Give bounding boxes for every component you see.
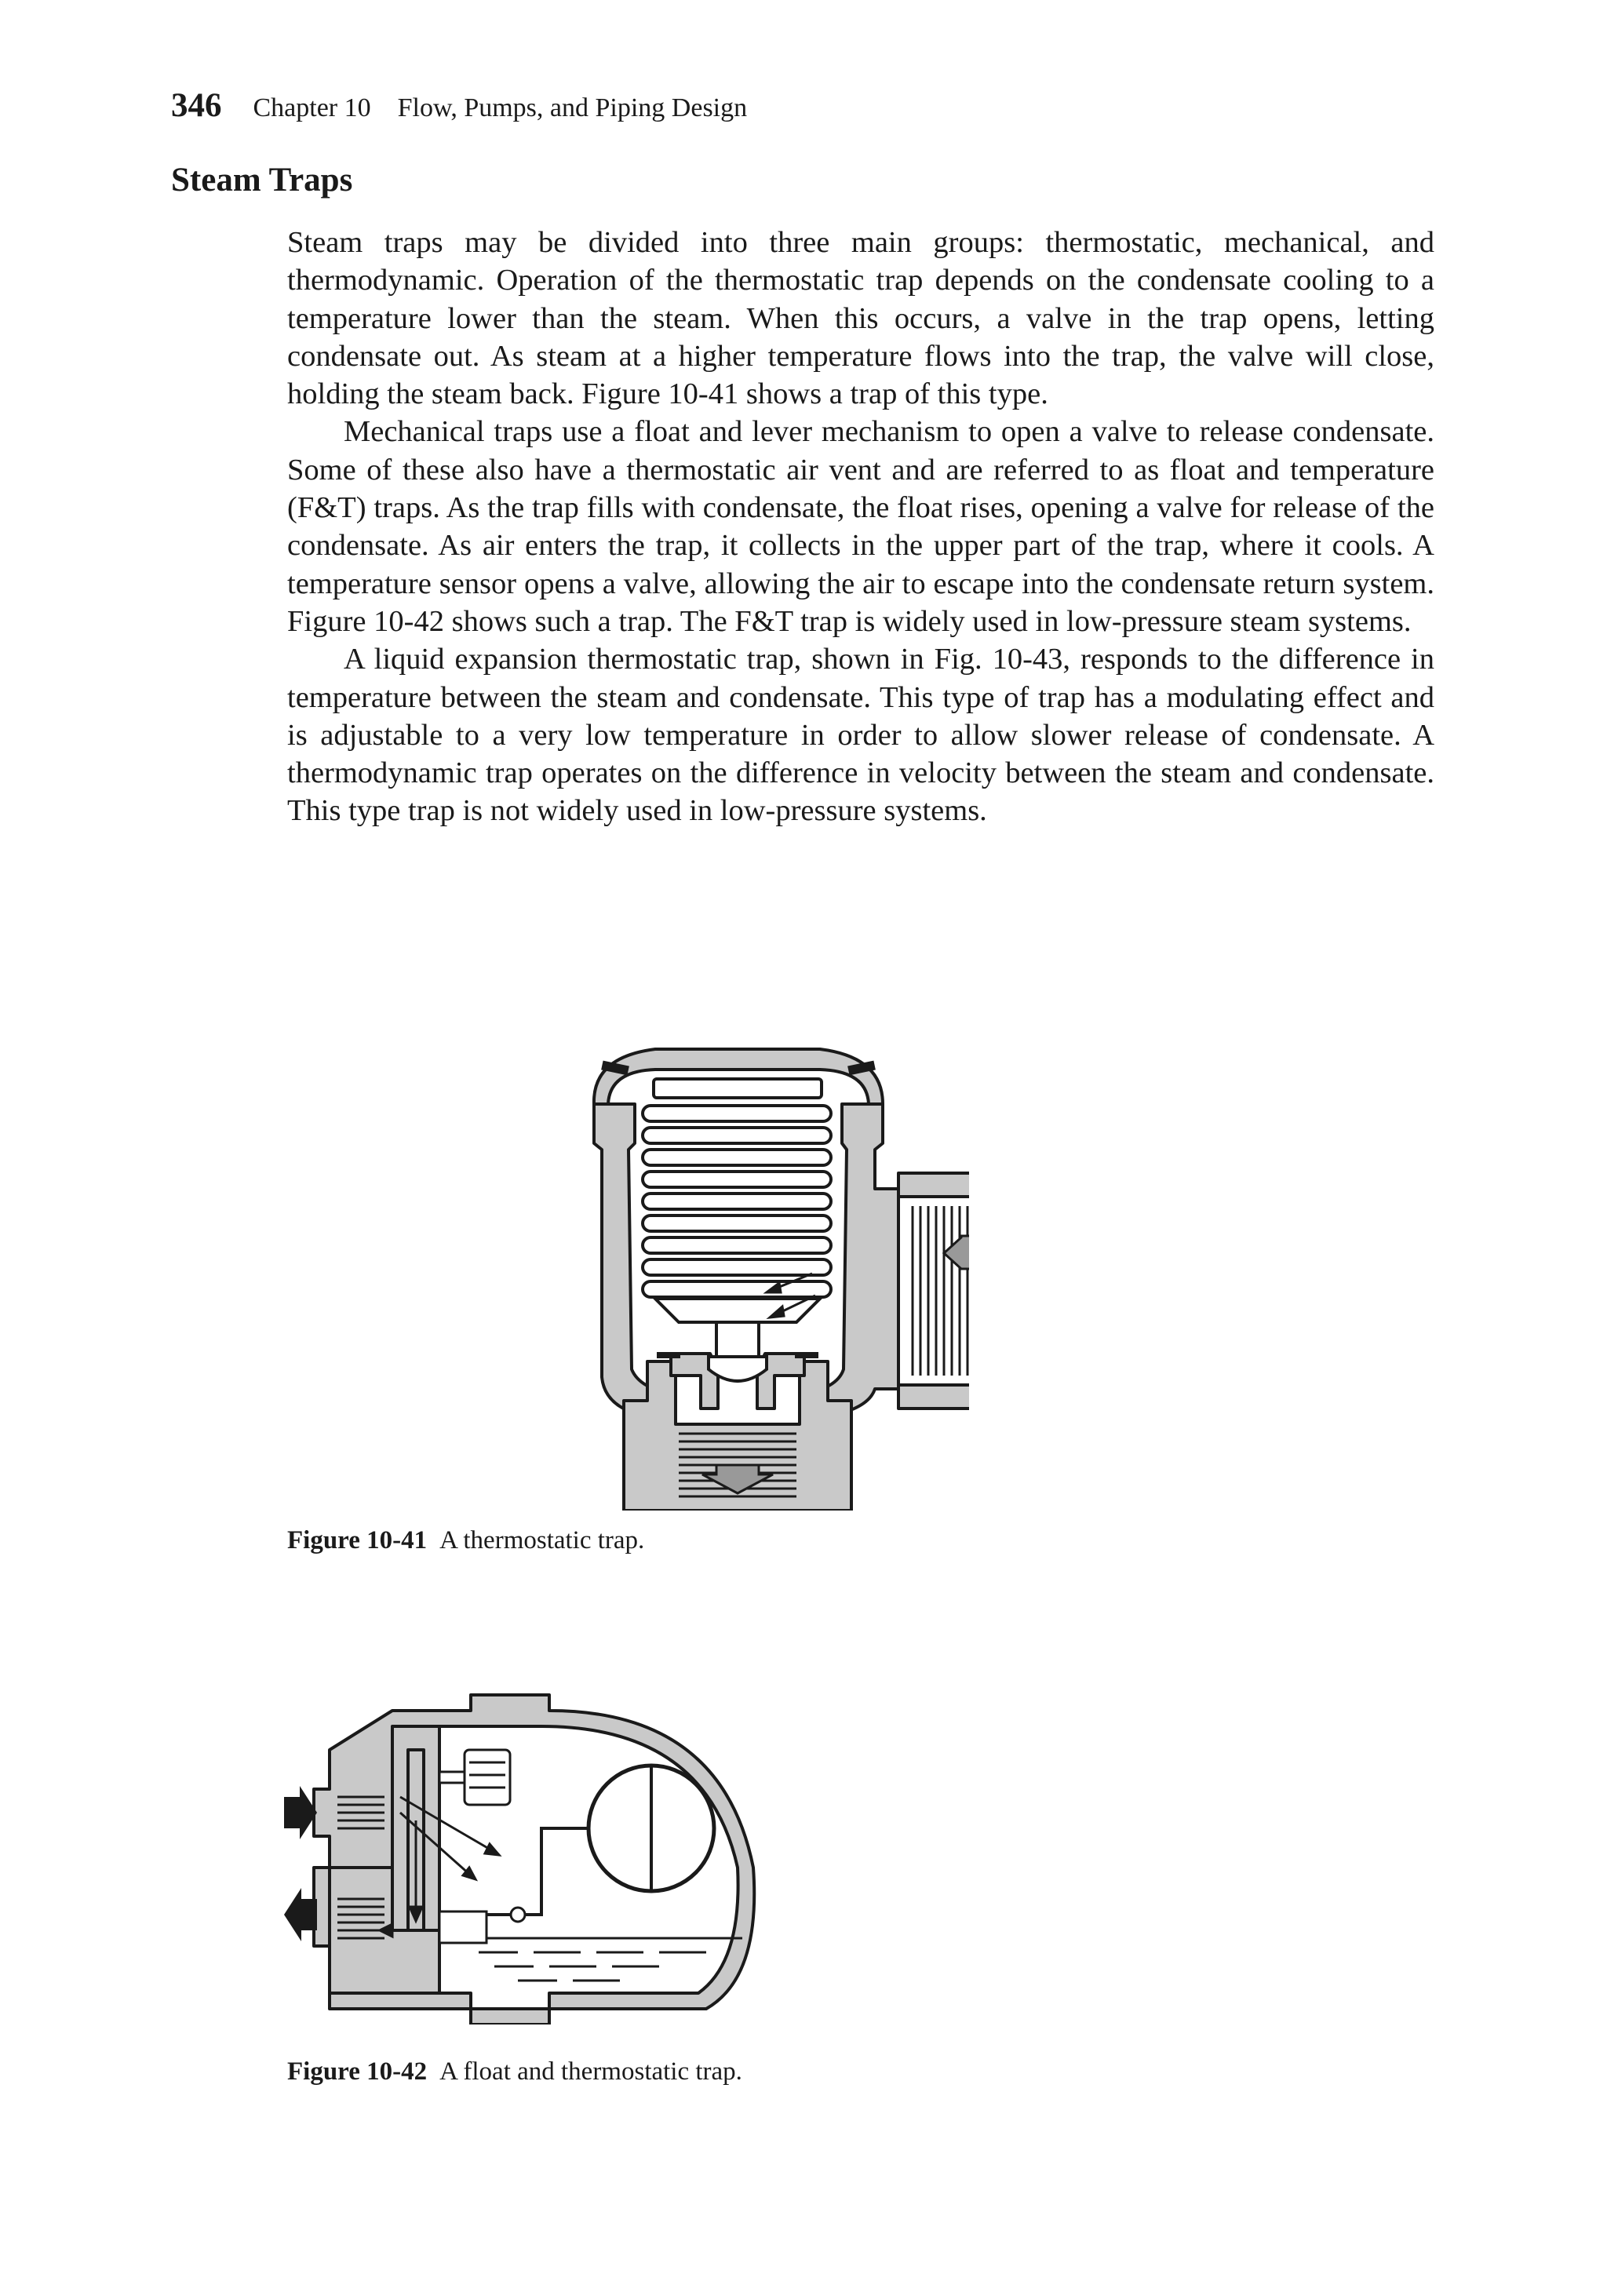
page-number: 346 bbox=[171, 87, 222, 124]
paragraph: Mechanical traps use a float and lever mechanism to open a valve to release condensate. Some of these also have a thermostatic air vent and are referred to as float and temperature (F&T) traps. As the trap fills with condensate, the float rises, opening a valve for release of the condensate. As air enters the trap, it collects in the upper part of the trap, where it cools. A temperature sensor opens a valve, allowing the air to escape into the condensate return system. Figure 10-42 shows such a trap. The F&T trap is widely used in low-pressure steam systems. bbox=[287, 415, 1434, 638]
figure-caption bbox=[287, 2057, 742, 2086]
paragraph: A liquid expansion thermostatic trap, shown in Fig. 10-43, responds to the difference in temperature between the steam and condensate. This type of trap has a modulating effect and is adjustable to a very low temperature in order to allow slower release of condensate. A thermodynamic trap operates on the difference in velocity between the steam and condensate. This type trap is not widely used in low-pressure systems. bbox=[287, 643, 1434, 828]
section-heading: Steam Traps bbox=[171, 162, 353, 199]
chapter-title: Chapter 10 Flow, Pumps, and Piping Design bbox=[253, 93, 748, 122]
figure-label: Figure 10-42 bbox=[287, 2057, 428, 2086]
float-thermostatic-trap-figure bbox=[282, 1679, 785, 2024]
thermostatic-trap-figure bbox=[561, 1040, 969, 1511]
float-thermostatic-trap-drawing bbox=[282, 1679, 785, 2024]
thermostatic-trap-drawing bbox=[561, 1040, 969, 1511]
paragraph: Steam traps may be divided into three main groups: thermostatic, mechanical, and thermodynamic. Operation of the thermostatic trap depends on the condensate cooling to a temperature lower than the steam. When this occurs, a valve in the trap opens, letting condensate out. As steam at a higher temperature flows into the trap, the valve will close, holding the steam back. Figure 10-41 shows a trap of this type. bbox=[287, 226, 1434, 411]
figure-caption-text: A thermostatic trap. bbox=[439, 1526, 645, 1554]
figure-caption-text: A float and thermostatic trap. bbox=[439, 2057, 742, 2086]
figure-caption bbox=[287, 1526, 644, 1555]
running-head bbox=[171, 86, 747, 125]
figure-label: Figure 10-41 bbox=[287, 1526, 428, 1554]
body-text bbox=[287, 224, 1434, 830]
